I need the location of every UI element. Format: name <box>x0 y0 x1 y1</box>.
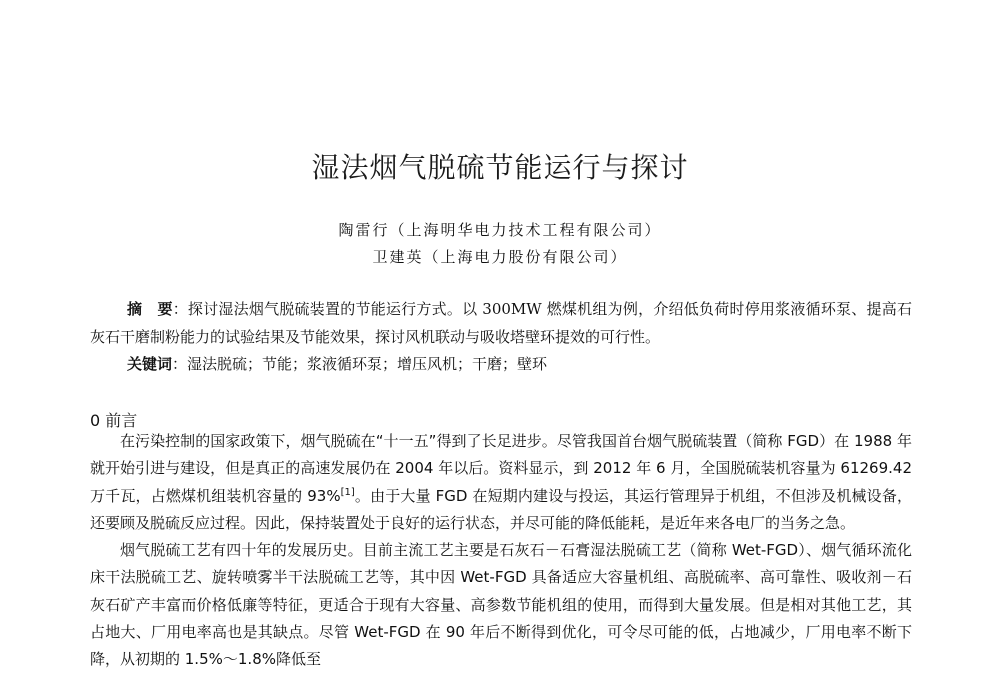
abstract <box>90 295 912 351</box>
citation-ref[interactable]: [1] <box>340 486 355 498</box>
abstract-text: ：探讨湿法烟气脱硫装置的节能运行方式。以 300MW 燃煤机组为例，介绍低负荷时停用浆液循环泵、提高石灰石干磨制粉能力的试验结果及节能效果，探讨风机联动与吸收塔壁环提效的可行性。 <box>90 300 912 346</box>
paragraph-1-text-a: 在污染控制的国家政策下，烟气脱硫在“十一五”得到了长足进步。尽管我国首台烟气脱硫装置（简称 FGD）在 1988 年就开始引进与建设，但是真正的高速发展仍在 2004 年以后。资料显示，到 2012 年 6 月，全国脱硫装机容量为 61269.42 万千瓦，占燃煤机组装机容量的 93% <box>90 432 912 505</box>
author-line-1: 陶雷行（上海明华电力技术工程有限公司） <box>338 221 662 239</box>
keywords-label: 关键词 <box>127 355 173 373</box>
paragraph-2: 烟气脱硫工艺有四十年的发展历史。目前主流工艺主要是石灰石－石膏湿法脱硫工艺（简称 Wet-FGD）、烟气循环流化床干法脱硫工艺、旋转喷雾半干法脱硫工艺等，其中因 Wet-FGD 具备适应大容量机组、高脱硫率、高可靠性、吸收剂－石灰石矿产丰富而价格低廉等特征，更适合于现有大容量、高参数节能机组的使用，而得到大量发展。但是相对其他工艺，其占地大、厂用电率高也是其缺点。尽管 Wet-FGD 在 90 年后不断得到优化，可令尽可能的低，占地减少，厂用电率不断下降，从初期的 1.5%～1.8%降低至 <box>90 541 912 669</box>
body-text <box>90 428 912 674</box>
paragraph-1 <box>90 428 912 537</box>
abstract-label: 摘 要 <box>127 300 173 318</box>
author-line-2: 卫建英（上海电力股份有限公司） <box>372 248 628 266</box>
keywords-text: ：湿法脱硫；节能；浆液循环泵；增压风机；干磨；壁环 <box>172 355 548 373</box>
paper-title: 湿法烟气脱硫节能运行与探讨 <box>311 151 689 184</box>
section-heading: 0 前言 <box>90 411 138 430</box>
keywords <box>127 350 912 378</box>
paragraph-1-text-b: 。由于大量 FGD 在短期内建设与投运，其运行管理异于机组，不但涉及机械设备，还要顾及脱硫反应过程。因此，保持装置处于良好的运行状态，并尽可能的降低能耗，是近年来各电厂的当务之急。 <box>90 486 912 532</box>
